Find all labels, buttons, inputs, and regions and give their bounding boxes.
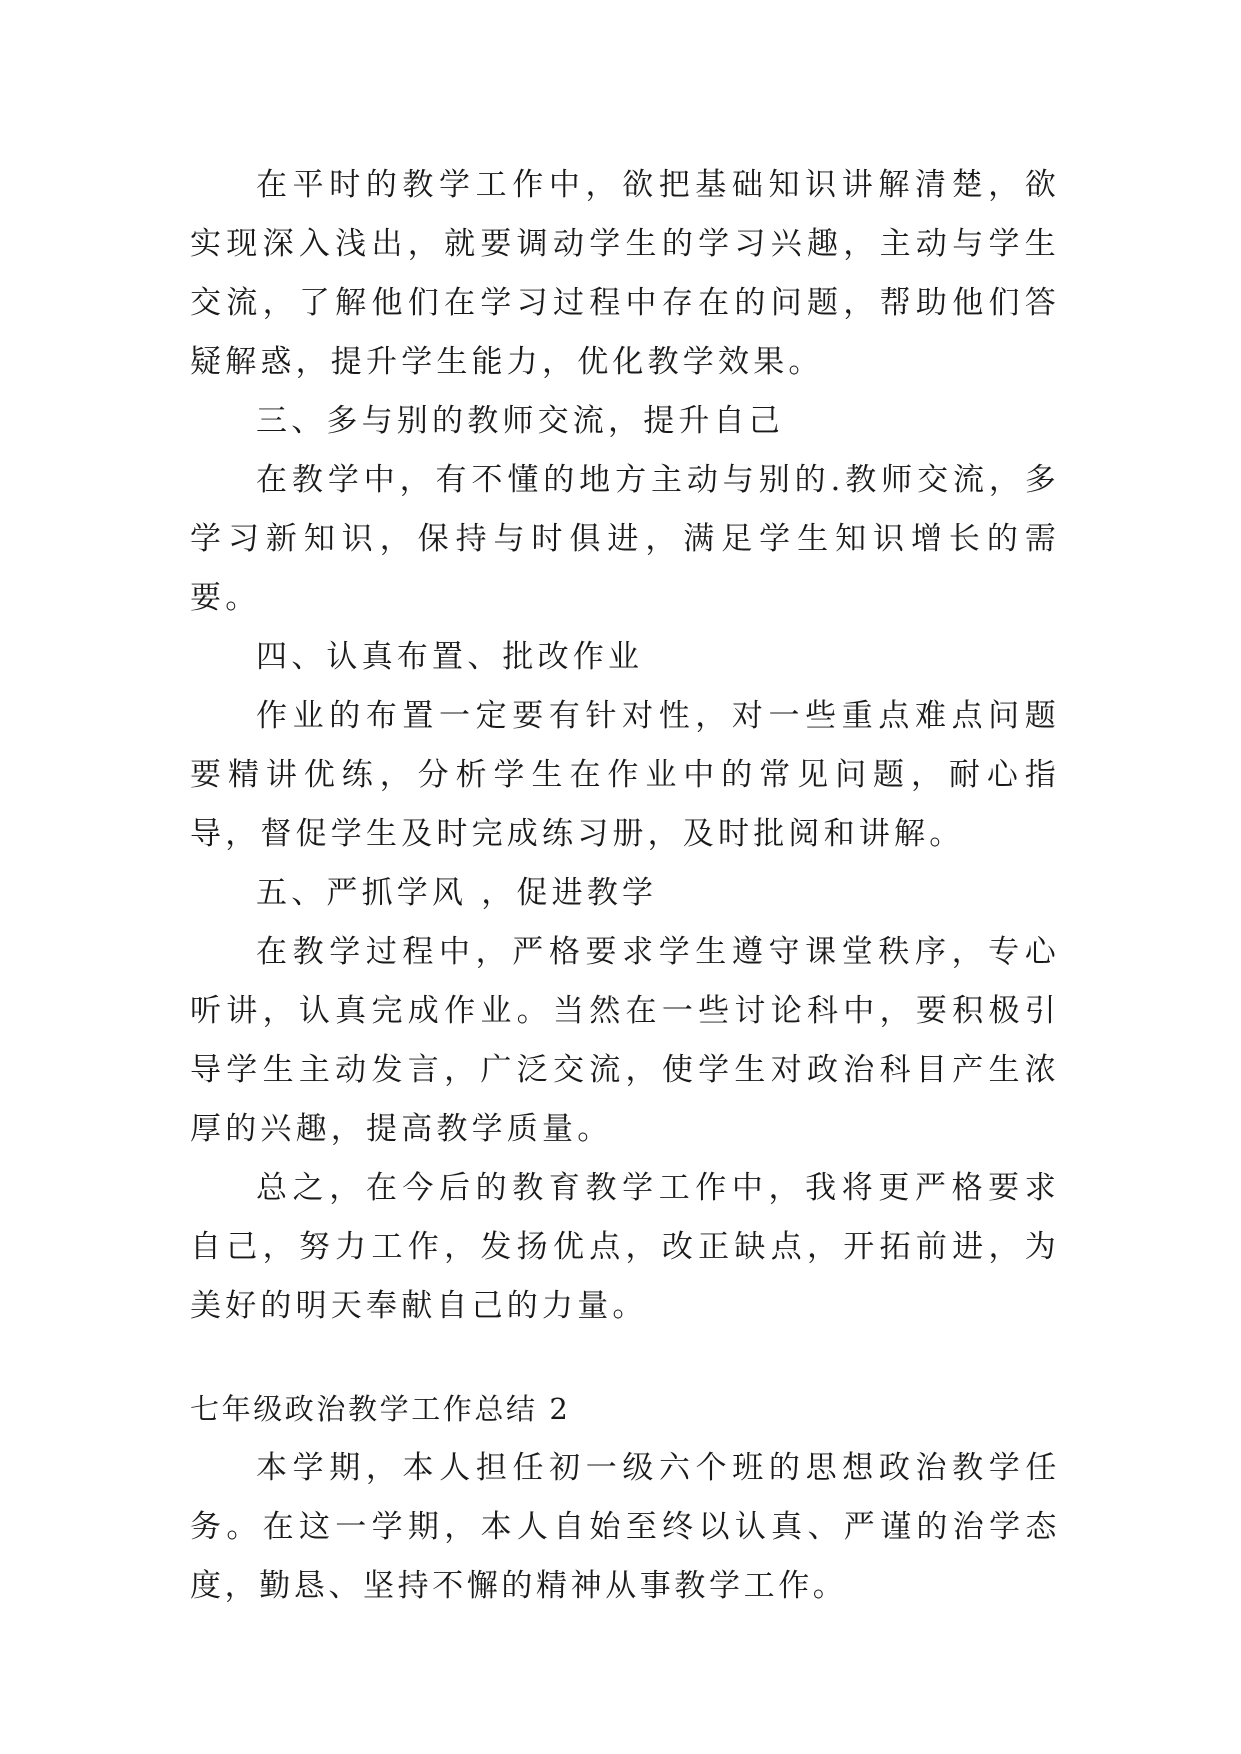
paragraph-teacher-exchange: 在教学中，有不懂的地方主动与别的.教师交流，多学习新知识，保持与时俱进，满足学生知识增长的需要。 — [190, 462, 1060, 616]
paragraph-study-discipline: 在教学过程中，严格要求学生遵守课堂秩序，专心听讲，认真完成作业。当然在一些讨论科中，要积极引导学生主动发言，广泛交流，使学生对政治科目产生浓厚的兴趣，提高教学质量。 — [190, 934, 1060, 1147]
section-heading-3: 三、多与别的教师交流，提升自己 — [256, 403, 784, 439]
paragraph-semester-intro: 本学期，本人担任初一级六个班的思想政治教学任务。在这一学期，本人自始至终以认真、严谨的治学态度，勤恳、坚持不懈的精神从事教学工作。 — [190, 1450, 1060, 1604]
document-body — [190, 156, 1060, 1616]
paragraph-conclusion: 总之，在今后的教育教学工作中，我将更严格要求自己，努力工作，发扬优点，改正缺点，开拓前进，为美好的明天奉献自己的力量。 — [190, 1170, 1060, 1324]
paragraph-teaching-basics: 在平时的教学工作中，欲把基础知识讲解清楚，欲实现深入浅出，就要调动学生的学习兴趣，主动与学生交流，了解他们在学习过程中存在的问题，帮助他们答疑解惑，提升学生能力，优化教学效果。 — [190, 167, 1060, 380]
paragraph-homework: 作业的布置一定要有针对性，对一些重点难点问题要精讲优练，分析学生在作业中的常见问题，耐心指导，督促学生及时完成练习册，及时批阅和讲解。 — [190, 698, 1060, 852]
document-subtitle: 七年级政治教学工作总结 2 — [190, 1392, 571, 1426]
section-heading-5: 五、严抓学风 ，促进教学 — [256, 875, 658, 911]
section-heading-4: 四、认真布置、批改作业 — [256, 639, 644, 675]
